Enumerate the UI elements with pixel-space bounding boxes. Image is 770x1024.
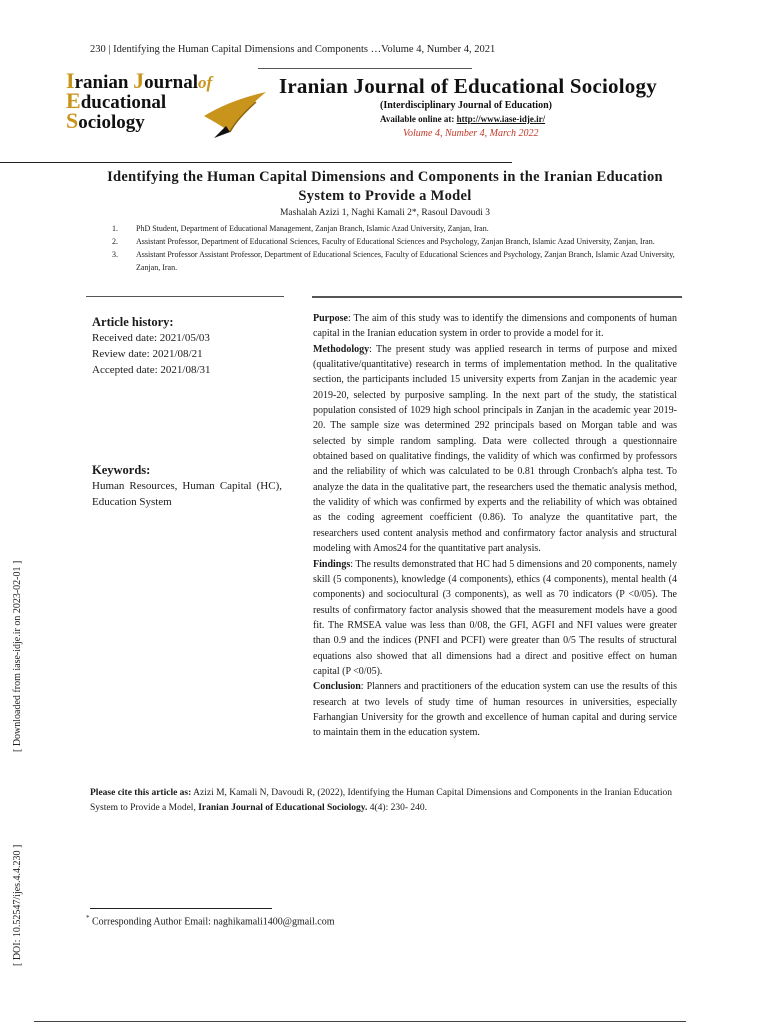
abstract-methodology: Methodology: The present study was applied research in terms of purpose and mixed (qualitative/quantitative) research in terms of implementation method. In the qualitative section, the participants included 15 university experts from Zanjan in the academic year 2019-20, selected by purposive sampling. In the next part of the study, the statistical population consisted of 1029 high school principals in Zanjan in the academic year 2019-20. The sample size was determined 292 principals based on Morgan table and was selected by simple random sampling. Data were collected through a questionnaire obtained based on qualitative findings, the validity of which was confirmed by professors and the reliability of which was calculated to be 0.81 through Cronbach's alpha test. To analyze the data in the qualitative part, the researchers used the thematic analysis method, the validity of which was confirmed by experts and the reliability of which was obtained as the coding agreement coefficient (0.86). To analyze the quantitative part, the researchers used content analysis method and confirmatory factor analysis and structural modeling with Amos24 for the quantitative part analysis. (313, 343, 677, 555)
journal-subtitle: (Interdisciplinary Journal of Education) (380, 100, 552, 111)
affiliation-item: 2. Assistant Professor, Department of Educational Sciences, Faculty of Educational Sciences and Psychology, Zanjan Branch, Islamic Azad University, Zanjan, Iran. (112, 237, 655, 246)
logo-line-2: Educational (66, 88, 167, 113)
keywords-text: Human Resources, Human Capital (HC), Education System (92, 480, 282, 508)
affiliation-item: 3. Assistant Professor Assistant Professor, Department of Educational Sciences, Faculty of Educational Sciences and Psychology, Zanjan Branch, Islamic Azad University, Zanjan, Iran. (112, 250, 675, 272)
running-head: 230 | Identifying the Human Capital Dimensions and Components …Volume 4, Number 4, 2021 (90, 44, 496, 55)
doi-stamp: [ DOI: 10.52547/ijes.4.4.230 ] (12, 844, 23, 966)
keywords-block (92, 462, 282, 510)
header-divider (0, 162, 512, 163)
logo-line-3: Sociology (66, 108, 145, 133)
download-stamp: [ Downloaded from iase-idje.ir on 2023-02-01 ] (12, 560, 23, 752)
abstract-rule (312, 296, 682, 298)
running-head-rule (258, 68, 472, 69)
citation: Please cite this article as: Azizi M, Kamali N, Davoudi R, (2022), Identifying the Human Capital Dimensions and Components in the Iranian Education System to Provide a Model, Iranian Journal of Educational Sociology. 4(4): 230- 240. (90, 788, 673, 813)
page-bottom-rule (34, 1021, 686, 1022)
journal-volume: Volume 4, Number 4, March 2022 (403, 128, 539, 139)
journal-title: Iranian Journal of Educational Sociology (279, 74, 657, 98)
logo-line-1: Iranian Journalof (66, 68, 213, 93)
abstract-conclusion: Conclusion: Planners and practitioners of the education system can use the results of this research at two levels of study time of human resources in universities, especially Farhangian University for the growth and excellence of human capital and during service to maintain them in the education system. (313, 681, 677, 739)
received-date: Received date: 2021/05/03 (92, 332, 210, 344)
journal-online-line: Available online at: http://www.iase-idje.ir/ (380, 114, 546, 124)
footnote-rule (90, 908, 272, 909)
left-column-rule (86, 296, 284, 297)
corresponding-author-footnote: * Corresponding Author Email: naghikamali1400@gmail.com (86, 914, 335, 928)
author-list: Mashalah Azizi 1, Naghi Kamali 2*, Rasoul Davoudi 3 (279, 208, 491, 218)
pencil-icon (200, 86, 272, 140)
review-date: Review date: 2021/08/21 (92, 348, 203, 360)
accepted-date: Accepted date: 2021/08/31 (92, 364, 211, 376)
article-history (92, 314, 282, 378)
paper-title: Identifying the Human Capital Dimensions and Components in the Iranian Education System to Provide a Model (107, 169, 663, 204)
abstract-findings: Findings: The results demonstrated that HC had 5 dimensions and 20 components, namely skill (5 components), knowledge (4 components), ethics (4 components), mental health (4 components) and sociocultural (3 components), as well as 70 indicators (P <0/05). The results of confirmatory factor analysis showed that the measurement models have a good fit. The RMSEA value was less than 0/08, the GFI, AGFI and NFI values were greater than 0.9 and the indices (PNFI and PCFI) were greater than 0/5 The results of structural equations also showed that all dimensions had a direct and positive effect on human capital (P <0/05). (313, 558, 677, 677)
journal-url-link[interactable]: http://www.iase-idje.ir/ (456, 114, 546, 124)
affiliations (112, 222, 684, 274)
abstract-purpose: Purpose: The aim of this study was to identify the dimensions and components of human capital in the Iranian education system in order to provide a model for it. (313, 313, 677, 340)
keywords-heading: Keywords: (92, 463, 151, 477)
article-history-heading: Article history: (92, 315, 174, 329)
abstract (313, 311, 677, 741)
affiliation-item: 1. PhD Student, Department of Educational Management, Zanjan Branch, Islamic Azad University, Zanjan, Iran. (112, 224, 489, 233)
